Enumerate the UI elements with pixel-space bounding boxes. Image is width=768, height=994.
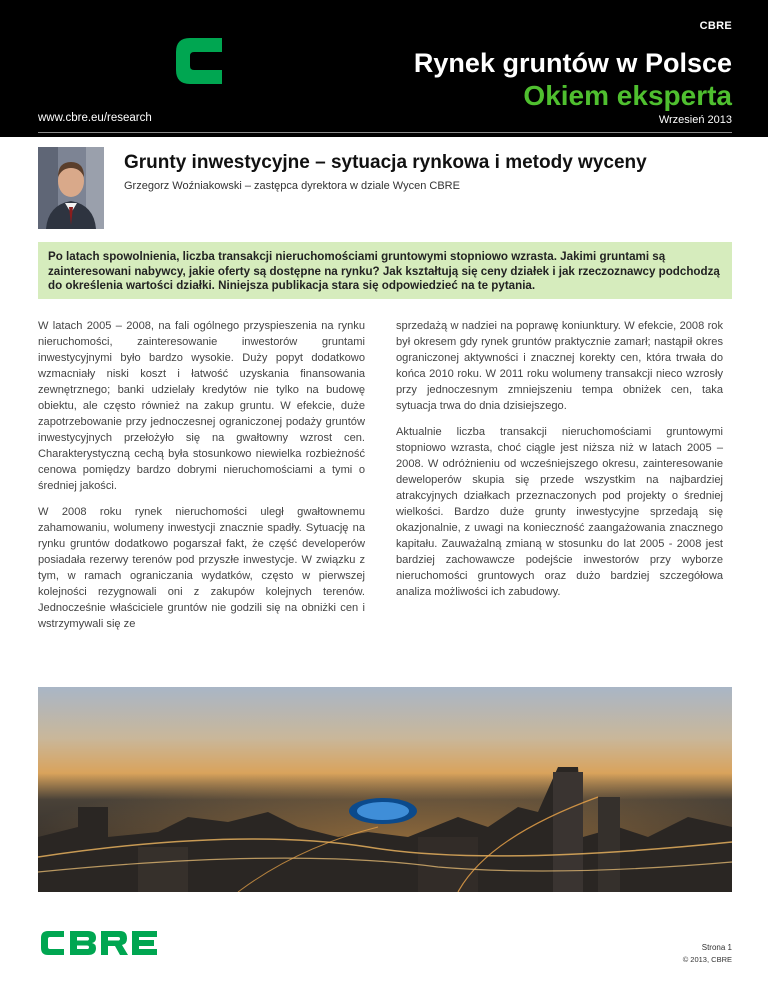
author-byline: Grzegorz Woźniakowski – zastępca dyrektora w dziale Wycen CBRE	[124, 180, 460, 192]
right-column	[396, 318, 723, 610]
article-title: Grunty inwestycyjne – sytuacja rynkowa i metody wyceny	[124, 152, 647, 173]
brand-label: CBRE	[699, 20, 732, 32]
cbre-c-logo-icon	[170, 34, 234, 88]
report-title: Rynek gruntów w Polsce	[413, 48, 732, 78]
author-photo	[38, 147, 104, 229]
report-subtitle: Okiem eksperta	[523, 80, 732, 111]
right-paragraph-1: sprzedażą w nadziei na poprawę koniunktury. W efekcie, 2008 rok był okresem gdy rynek gruntów praktycznie zamarł; nastąpił okres ograniczonej aktywności i znacznej korekty cen, która trwała do końca 2010 roku. W 2011 roku wolumeny transakcji nieco wzrosły przy jednoczesnym zmniejszeniu tempa obniżek cen, taka sytuacja trwa do dnia dzisiejszego.	[396, 320, 723, 412]
research-url-link[interactable]: www.cbre.eu/research	[38, 112, 152, 124]
left-paragraph-2: W 2008 roku rynek nieruchomości uległ gwałtownemu zahamowaniu, wolumeny inwestycji znacznie spadły. Sytuację na rynku gruntów dodatkowo pogarszał fakt, że część developerów posiadała rezerwy terenów pod przyszłe inwestycje. W związku z tym, w ramach ograniczania wydatków, często w pierwszej kolejności rezygnowali oni z zakupów kolejnych terenów. Jednocześnie właściciele gruntów nie godzili się na obniżki cen i wstrzymywali się ze	[38, 506, 365, 630]
copyright-notice: © 2013, CBRE	[682, 955, 732, 964]
author-portrait-icon	[38, 147, 104, 229]
cbre-footer-logo-icon	[38, 928, 160, 958]
left-column	[38, 318, 365, 642]
header-divider	[38, 132, 732, 133]
right-paragraph-2: Aktualnie liczba transakcji nieruchomościami gruntowymi stopniowo wzrasta, choć ciągle jest niższa niż w latach 2005 – 2008. W odróżnieniu od wcześniejszego okresu, zainteresowanie deweloperów skupia się przede wszystkim na najbardziej atrakcyjnych działkach przeznaczonych pod projekty o średniej wielkości. Bardzo duże grunty inwestycyjne sprzedają się okazjonalnie, z uwagi na konieczność zaangażowania znacznego kapitału. Zauważalną zmianą w stosunku do lat 2005 - 2008 jest bardziej zachowawcze podejście inwestorów przy wyborze nieruchomości gruntowych oraz dużo bardziej szczegółowa analiza możliwości ich zabudowy.	[396, 426, 723, 598]
publication-date: Wrzesień 2013	[658, 114, 732, 126]
left-paragraph-1: W latach 2005 – 2008, na fali ogólnego przyspieszenia na rynku nieruchomości, zainteresowanie inwestorów gruntami inwestycyjnymi było bardzo wysokie. Duży popyt dodatkowo wzmacniały niski koszt i łatwość uzyskania finansowania zewnętrznego; banki udzielały kredytów nie tylko na budowę obiektu, ale często również na zakup gruntu. W efekcie, duże zapotrzebowanie przy jednoczesnej ograniczonej podaży gruntów inwestycyjnych przełożyło się na gwałtowny wzrost cen. Charakterystyczną cechą była stosunkowo niewielka rozbieżność cenowa pomiędzy bardzo dobrymi nieruchomościami a tymi o średniej jakości.	[38, 320, 365, 492]
city-skyline-photo	[38, 687, 732, 892]
city-night-image-icon	[38, 687, 732, 892]
lead-summary-box: Po latach spowolnienia, liczba transakcji nieruchomościami gruntowymi stopniowo wzrasta. Jakimi gruntami są zainteresowani nabywcy, jakie oferty są dostępne na rynku? Jak kształtują się ceny działek i jak rzeczoznawcy podchodzą do określenia wartości działki. Niniejsza publikacja stara się odpowiedzieć na te pytania.	[38, 242, 732, 299]
header-banner	[0, 0, 768, 137]
page-number: Strona 1	[701, 943, 732, 952]
